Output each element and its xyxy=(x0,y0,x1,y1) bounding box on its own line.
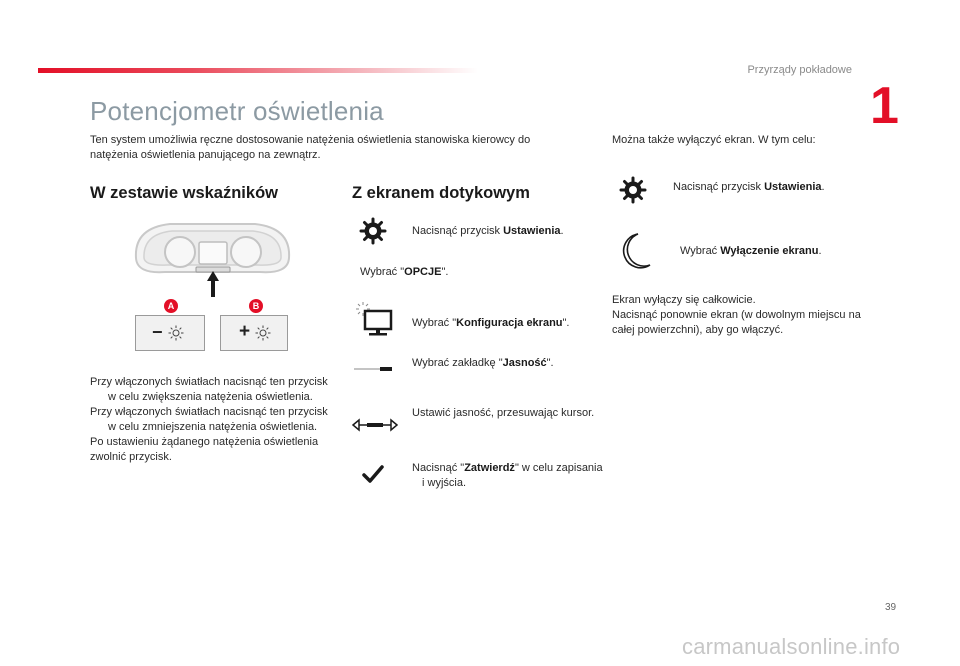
touch-step-2: Wybrać "OPCJE". xyxy=(360,266,449,278)
settings-gear-icon xyxy=(359,217,387,245)
touch-step-3: Wybrać "Konfiguracja ekranu". xyxy=(412,317,570,329)
screen-off-step-2: Wybrać Wyłączenie ekranu. xyxy=(680,245,822,257)
chapter-number: 1 xyxy=(870,77,899,135)
screen-off-step-1: Nacisnąć przycisk Ustawienia. xyxy=(673,181,825,193)
instrument-step-1: Przy włączonych światłach nacisnąć ten przycisk w celu zwiększenia natężenia oświetlenia. xyxy=(90,376,328,403)
dimmer-minus-button[interactable] xyxy=(135,315,205,351)
touch-step-4: Wybrać zakładkę "Jasność". xyxy=(412,357,554,369)
pointer-arrow-icon xyxy=(205,271,221,297)
moon-icon xyxy=(618,232,652,270)
touch-step-5: Ustawić jasność, przesuwając kursor. xyxy=(412,407,595,419)
intro-paragraph: Ten system umożliwia ręczne dostosowanie natężenia oświetlenia stanowiska kierowcy do natężenia oświetlenia panującego na zewnątrz. xyxy=(90,134,531,161)
dimmer-plus-button[interactable] xyxy=(220,315,288,351)
minus-symbol: − xyxy=(152,322,163,342)
touch-step-6: Nacisnąć "Zatwierdź" w celu zapisania i wyjścia. xyxy=(412,462,603,489)
header-accent-bar xyxy=(38,68,478,73)
plus-symbol: + xyxy=(239,321,251,342)
confirm-check-icon xyxy=(362,464,384,484)
sun-icon xyxy=(255,325,271,341)
screen-off-intro: Można także wyłączyć ekran. W tym celu: xyxy=(612,134,816,146)
page-title: Potencjometr oświetlenia xyxy=(90,96,384,126)
screen-off-note xyxy=(612,293,862,338)
badge-b: B xyxy=(249,299,263,313)
section-header: Przyrządy pokładowe xyxy=(747,64,852,76)
slider-cursor-icon xyxy=(352,418,398,432)
instrument-cluster-heading: W zestawie wskaźników xyxy=(90,184,278,202)
instrument-note: Po ustawieniu żądanego natężenia oświetlenia zwolnić przycisk. xyxy=(90,436,319,463)
screen-configuration-icon xyxy=(355,301,395,337)
footer-watermark: carmanualsonline.info xyxy=(682,634,901,659)
badge-a: A xyxy=(164,299,178,313)
brightness-tab-icon xyxy=(354,362,394,374)
touch-step-1: Nacisnąć przycisk Ustawienia. xyxy=(412,225,564,237)
screen-off-note-1: Ekran wyłączy się całkowicie. xyxy=(612,294,756,306)
screen-off-note-2: Nacisnąć ponownie ekran (w dowolnym miejscu na całej powierzchni), aby go włączyć. xyxy=(612,309,861,336)
sun-icon xyxy=(168,325,184,341)
instrument-instructions xyxy=(90,375,335,465)
settings-gear-icon xyxy=(619,176,647,204)
instrument-step-2: Przy włączonych światłach nacisnąć ten przycisk w celu zmniejszenia natężenia oświetlenia. xyxy=(90,406,328,433)
touchscreen-heading: Z ekranem dotykowym xyxy=(352,184,530,202)
page-number: 39 xyxy=(885,602,897,613)
